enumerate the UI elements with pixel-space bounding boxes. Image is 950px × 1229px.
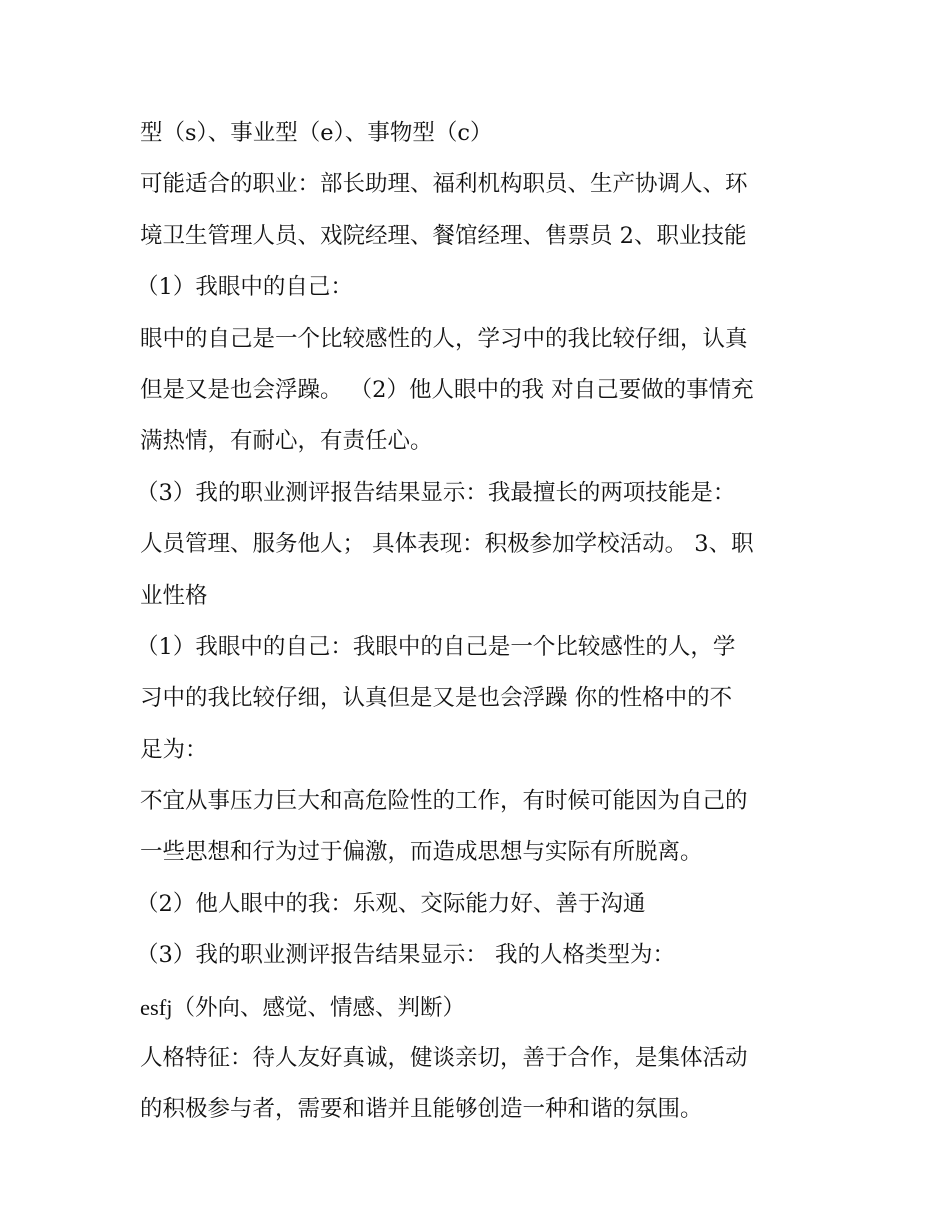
text-line: esfj（外向、感觉、情感、判断）	[140, 994, 465, 1020]
text-line: （3）我的职业测评报告结果显示：我最擅长的两项技能是：	[136, 479, 736, 506]
text-line: （1）我眼中的自己：我眼中的自己是一个比较感性的人，学	[136, 633, 736, 660]
text-line: 业性格	[140, 582, 208, 609]
text-line: 眼中的自己是一个比较感性的人，学习中的我比较仔细，认真	[140, 325, 748, 352]
text-line: 型（s）、事业型（e）、事物型（c）	[140, 120, 493, 146]
text-line: 习中的我比较仔细，认真但是又是也会浮躁 你的性格中的不	[140, 685, 733, 712]
text-line: 可能适合的职业：部长助理、福利机构职员、生产协调人、环	[140, 171, 748, 198]
text-line: 的积极参与者，需要和谐并且能够创造一种和谐的氛围。	[140, 1096, 703, 1123]
text-line: 人员管理、服务他人； 具体表现：积极参加学校活动。 3、职	[140, 531, 754, 558]
text-line: 满热情，有耐心，有责任心。	[140, 428, 433, 455]
document-body	[136, 108, 820, 1136]
text-line: （1）我眼中的自己：	[136, 274, 353, 301]
text-line: （3）我的职业测评报告结果显示： 我的人格类型为：	[136, 942, 675, 969]
text-line: 不宜从事压力巨大和高危险性的工作，有时候可能因为自己的	[140, 788, 748, 815]
text-line: 但是又是也会浮躁。 （2）他人眼中的我 对自己要做的事情充	[140, 376, 754, 403]
text-line: （2）他人眼中的我：乐观、交际能力好、善于沟通	[136, 890, 646, 917]
text-line: 境卫生管理人员、戏院经理、餐馆经理、售票员 2、职业技能	[140, 222, 747, 249]
text-line: 足为：	[140, 736, 208, 763]
text-line: 一些思想和行为过于偏激，而造成思想与实际有所脱离。	[140, 839, 703, 866]
text-line: 人格特征：待人友好真诚，健谈亲切，善于合作，是集体活动	[140, 1045, 748, 1072]
